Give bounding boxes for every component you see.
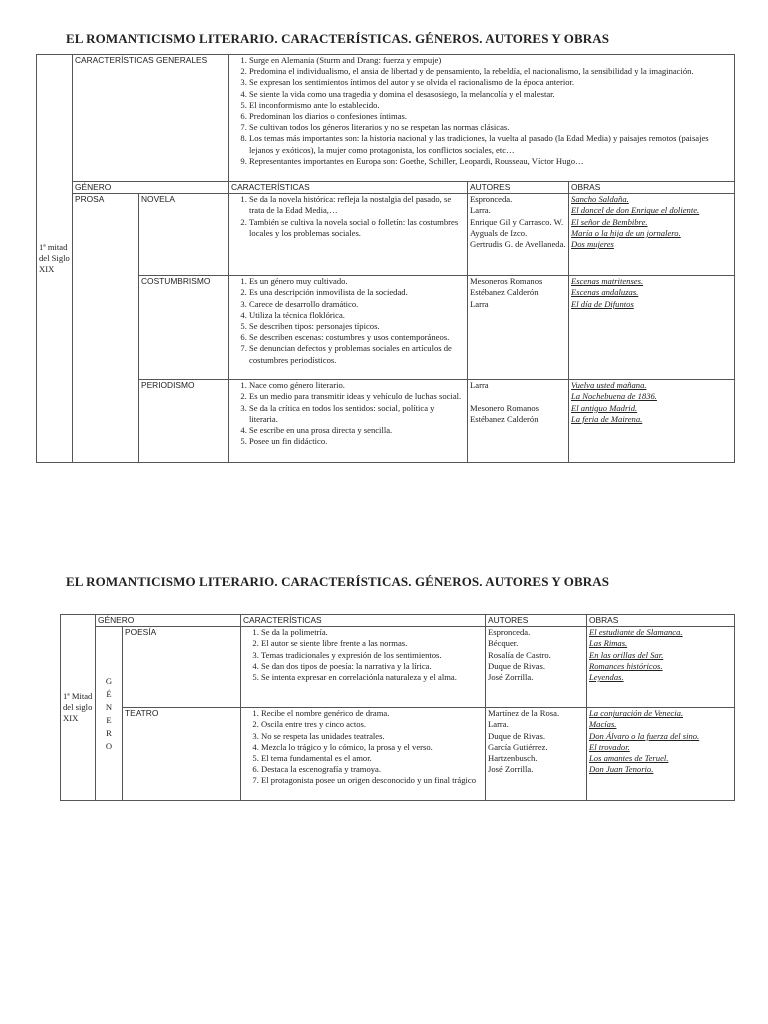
list-item: Espronceda.: [470, 194, 513, 205]
vertical-letter: G: [105, 675, 113, 686]
list-item: El día de Difuntos: [571, 298, 634, 309]
list-item: 4. Utiliza la técnica floklórica.: [249, 310, 465, 321]
list-item: 2. Es un medio para transmitir ideas y vehículo de luchas social.: [249, 391, 465, 402]
novela-authors: [468, 194, 569, 276]
list-item: 3. Temas tradicionales y expresión de los sentimientos.: [261, 650, 483, 661]
subgenre-teatro: TEATRO: [123, 708, 241, 801]
header-characteristics: CARACTERÍSTICAS: [229, 182, 468, 194]
list-item: Larra.: [488, 719, 509, 730]
list-item: 5. Posee un fin didáctico.: [249, 436, 465, 447]
list-item: 1. Se da la novela histórica: refleja la nostalgia del pasado, se trata de la Edad Media,…: [249, 194, 465, 216]
list-item: Don Juan Tenorio.: [589, 764, 654, 775]
list-item: María o la hija de un jornalero.: [571, 227, 681, 238]
list-item: Romances históricos.: [589, 660, 663, 671]
list-item: La feria de Mairena.: [571, 413, 643, 424]
list-item: Enrique Gil y Carrasco. W. Ayguals de Izco.: [470, 216, 564, 238]
list-item: 6. Destaca la escenografía y tramoya.: [261, 764, 483, 775]
list-item: 4. Se escribe en una prosa directa y sencilla.: [249, 425, 465, 436]
list-item: 7. Se cultivan todos los géneros literarios y no se respetan las normas clásicas.: [249, 122, 732, 133]
list-item: 3. Se expresan los sentimientos íntimos del autor y se olvida el racionalismo de la época anterior.: [249, 77, 732, 88]
header-authors-2: AUTORES: [486, 615, 587, 627]
list-item: 5. Se describen tipos: personajes típicos.: [249, 321, 465, 332]
header-works: OBRAS: [569, 182, 735, 194]
general-characteristics-label: CARACTERÍSTICAS GENERALES: [73, 55, 229, 182]
subgenre-periodismo: PERIODISMO: [139, 380, 229, 463]
header-characteristics-2: CARACTERÍSTICAS: [241, 615, 486, 627]
list-item: 1. Recibe el nombre genérico de drama.: [261, 708, 483, 719]
list-item: Vuelva usted mañana.: [571, 380, 647, 391]
list-item: Macías.: [589, 719, 617, 730]
romanticism-table-poetry-theatre: [60, 614, 735, 801]
header-works-2: OBRAS: [587, 615, 735, 627]
costumbrismo-authors: [468, 276, 569, 380]
list-item: 1. Se da la polimetría.: [261, 627, 483, 638]
list-item: Duque de Rivas.: [488, 730, 546, 741]
list-item: Duque de Rivas.: [488, 660, 546, 671]
romanticism-table-prose: [36, 54, 735, 463]
list-item: Mesoneros Romanos: [470, 276, 543, 287]
list-item: Los amantes de Teruel.: [589, 753, 669, 764]
list-item: 8. Los temas más importantes son: la historia nacional y las tradiciones, la vuelta al pasado (la Edad Media) y paisajes remotos (paisajes lejanos y exóticos), la mujer como protagonista, los conflictos sociales, etc…: [249, 133, 732, 155]
list-item: Escenas matritenses.: [571, 276, 644, 287]
teatro-authors: [486, 708, 587, 801]
list-item: 9. Representantes importantes en Europa son: Goethe, Schiller, Leopardi, Rousseau, Víctor Hugo…: [249, 156, 732, 167]
subgenre-novela: NOVELA: [139, 194, 229, 276]
list-item: Mesonero Romanos: [470, 402, 539, 413]
genre-prosa: PROSA: [73, 194, 139, 463]
list-item: García Gutiérrez.: [488, 741, 548, 752]
header-genre-2: GÉNERO: [96, 615, 241, 627]
list-item: 2. El autor se siente libre frente a las normas.: [261, 638, 483, 649]
subgenre-poesia: POESÍA: [123, 627, 241, 708]
list-item: José Zorrilla.: [488, 764, 534, 775]
list-item: 1. Es un género muy cultivado.: [249, 276, 465, 287]
vertical-letter: E: [106, 714, 112, 725]
list-item: 5. Se intenta expresar en correlaciónla naturaleza y el alma.: [261, 672, 483, 683]
vertical-letter: N: [105, 701, 113, 712]
list-item: 3. Se da la crítica en todos los sentidos: social, política y literaria.: [249, 403, 465, 425]
periodismo-characteristics: [229, 380, 468, 463]
list-item: Estébanez Calderón: [470, 287, 539, 298]
list-item: 4. Se siente la vida como una tragedia y domina el desasosiego, la melancolía y el malestar.: [249, 89, 732, 100]
list-item: El antiguo Madrid.: [571, 402, 638, 413]
list-item: Gertrudis G. de Avellaneda.: [470, 239, 566, 250]
list-item: Larra: [470, 298, 489, 309]
list-item: Las Rimas.: [589, 638, 628, 649]
header-genre: GÉNERO: [73, 182, 229, 194]
list-item: La conjuración de Venecia.: [589, 708, 684, 719]
list-item: Sancho Saldaña.: [571, 194, 629, 205]
poesia-characteristics: [241, 627, 486, 708]
list-item: El doncel de don Enrique el doliente.: [571, 205, 700, 216]
list-item: 7. Se denuncian defectos y problemas sociales en artículos de costumbres periodísticos.: [249, 343, 465, 365]
page-title-2: EL ROMANTICISMO LITERARIO. CARACTERÍSTICAS. GÉNEROS. AUTORES Y OBRAS: [66, 574, 610, 589]
period-label: 1ª mitad del Siglo XIX: [37, 55, 73, 463]
genre-vertical-label: [96, 627, 123, 801]
list-item: 3. No se respeta las unidades teatrales.: [261, 731, 483, 742]
list-item: 2. Oscila entre tres y cinco actos.: [261, 719, 483, 730]
list-item: Espronceda.: [488, 627, 531, 638]
list-item: Estébanez Calderón: [470, 413, 539, 424]
list-item: La Nochebuena de 1836.: [571, 391, 657, 402]
list-item: Rosalía de Castro.: [488, 649, 551, 660]
list-item: El estudiante de Slamanca.: [589, 627, 683, 638]
list-item: Martínez de la Rosa.: [488, 708, 560, 719]
subgenre-costumbrismo: COSTUMBRISMO: [139, 276, 229, 380]
list-item: 2. Es una descripción inmovilista de la sociedad.: [249, 287, 465, 298]
vertical-letter: É: [106, 688, 112, 699]
periodismo-works: [569, 380, 735, 463]
page-title: EL ROMANTICISMO LITERARIO. CARACTERÍSTICAS. GÉNEROS. AUTORES Y OBRAS: [66, 31, 610, 46]
list-item: 6. Predominan los diarios o confesiones íntimas.: [249, 111, 732, 122]
list-item: 7. El protagonista posee un origen desconocido y un final trágico: [261, 775, 483, 786]
novela-characteristics: [229, 194, 468, 276]
list-item: Escenas andaluzas.: [571, 287, 639, 298]
list-item: Hartzenbusch.: [488, 753, 538, 764]
list-item: 2. Predomina el individualismo, el ansia de libertad y de pensamiento, la rebeldía, el nacionalismo, la sensibilidad y la imaginación.: [249, 66, 732, 77]
list-item: El trovador.: [589, 741, 630, 752]
poesia-authors: [486, 627, 587, 708]
list-item: José Zorrilla.: [488, 672, 534, 683]
list-item: Dos mujeres: [571, 239, 614, 250]
list-item: 3. Carece de desarrollo dramático.: [249, 299, 465, 310]
list-item: 2. También se cultiva la novela social o folletín: las costumbres locales y los problemas sociales.: [249, 217, 465, 239]
list-item: 5. El tema fundamental es el amor.: [261, 753, 483, 764]
list-item: Larra: [470, 380, 489, 391]
costumbrismo-characteristics: [229, 276, 468, 380]
list-item: El señor de Bembibre.: [571, 216, 648, 227]
list-item: 1. Surge en Alemania (Sturm and Drang: fuerza y empuje): [249, 55, 732, 66]
list-item: Larra.: [470, 205, 491, 216]
list-item: En las orillas del Sar.: [589, 649, 664, 660]
list-item: Bécquer.: [488, 638, 519, 649]
novela-works: [569, 194, 735, 276]
header-authors: AUTORES: [468, 182, 569, 194]
teatro-characteristics: [241, 708, 486, 801]
periodismo-authors: [468, 380, 569, 463]
period-label-2: 1ª Mitad del siglo XIX: [61, 615, 96, 801]
general-characteristics-list: [229, 55, 735, 182]
list-item: 4. Se dan dos tipos de poesía: la narrativa y la lírica.: [261, 661, 483, 672]
list-item: 4. Mezcla lo trágico y lo cómico, la prosa y el verso.: [261, 742, 483, 753]
poesia-works: [587, 627, 735, 708]
vertical-letter: O: [105, 740, 113, 751]
vertical-letter: R: [106, 727, 112, 738]
list-item: 6. Se describen escenas: costumbres y usos contemporáneos.: [249, 332, 465, 343]
teatro-works: [587, 708, 735, 801]
list-item: Leyendas.: [589, 672, 624, 683]
list-item: 5. El inconformismo ante lo establecido.: [249, 100, 732, 111]
costumbrismo-works: [569, 276, 735, 380]
list-item: 1. Nace como género literario.: [249, 380, 465, 391]
list-item: Don Álvaro o la fuerza del sino.: [589, 730, 700, 741]
list-item: [470, 391, 566, 402]
